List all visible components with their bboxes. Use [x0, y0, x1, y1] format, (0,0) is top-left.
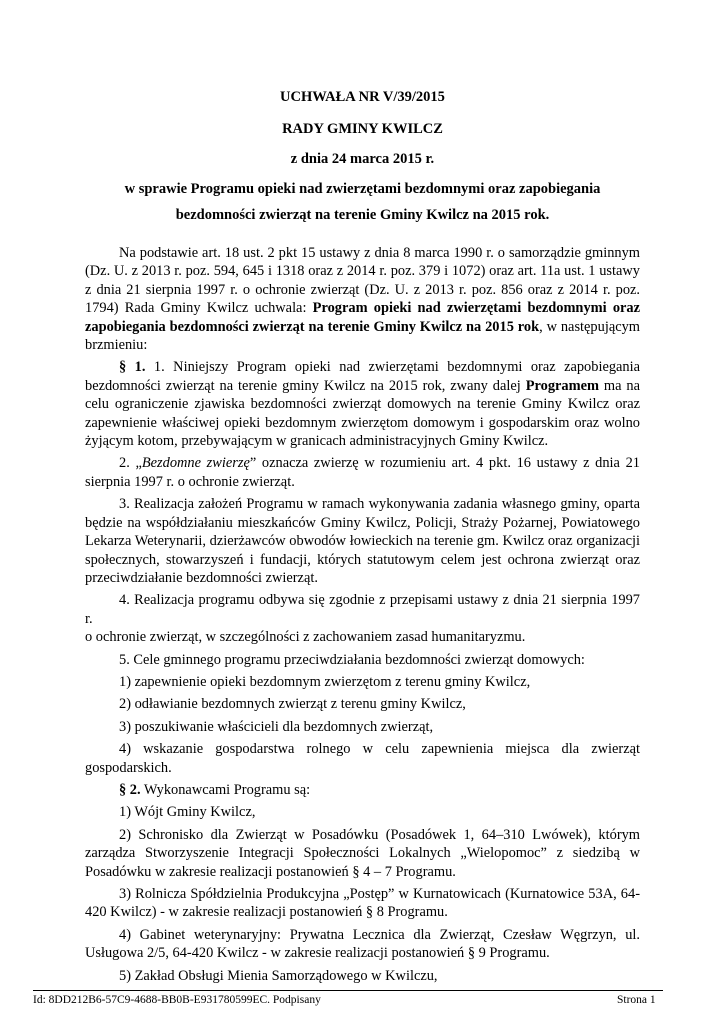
section-1-paragraph-3: 3. Realizacja założeń Programu w ramach wykonywania zadania własnego gminy, oparta będzie na współdziałaniu mieszkańców Gminy Kwilcz, Policji, Straży Pożarnej, Powiatowego Lekarza Weterynarii, dzierżawców obwodów łowieckich na terenie gm. Kwilcz oraz organizacji społecznych, stowarzyszeń i fundacji, których statutowym celem jest ochrona zwierząt oraz przeciwdziałanie bezdomności zwierząt. — [85, 496, 640, 586]
executor-item: 1) Wójt Gminy Kwilcz, — [119, 804, 256, 821]
section-1-paragraph-4-cont: o ochronie zwierząt, w szczególności z zachowaniem zasad humanitaryzmu. — [85, 629, 526, 646]
executor-item: 3) Rolnicza Spółdzielnia Produkcyjna „Postęp” w Kurnatowicach (Kurnatowice 53A, 64-420 Kwilcz) - w zakresie realizacji postanowień § 8 Programu. — [85, 886, 640, 921]
resolution-date: z dnia 24 marca 2015 r. — [290, 151, 435, 167]
resolution-title: UCHWAŁA NR V/39/2015 — [280, 89, 445, 105]
intro-tail-text: , w następującym brzmieniu: — [85, 318, 640, 354]
section-1-paragraph-5: 5. Cele gminnego programu przeciwdziałania bezdomności zwierząt domowych: — [119, 651, 585, 668]
s1-p2-text-b: ” oznacza zwierzę w rozumieniu art. 4 pkt. 16 ustawy z dnia 21 sierpnia 1997 r. o ochronie zwierząt. — [85, 455, 641, 490]
executor-item: 5) Zakład Obsługi Mienia Samorządowego w Kwilczu, — [119, 967, 438, 984]
s2-text: Wykonawcami Programu są: — [140, 781, 311, 798]
document-id: Id: 8DD212B6-57C9-4688-BB0B-E931780599EC. Podpisany — [33, 994, 321, 1006]
subject-line-1: w sprawie Programu opieki nad zwierzętami bezdomnymi oraz zapobiegania — [124, 181, 601, 197]
section-1-paragraph-4: 4. Realizacja programu odbywa się zgodnie z przepisami ustawy z dnia 21 sierpnia 1997 r. — [85, 592, 640, 627]
goal-item: 1) zapewnienie opieki bezdomnym zwierzętom z terenu gminy Kwilcz, — [119, 673, 531, 690]
footer-divider — [33, 990, 663, 991]
section-1-paragraph-2 — [85, 454, 640, 491]
s1-p1-text-b: ma na celu ograniczenie zjawiska bezdomności zwierząt domowych na terenie Gminy Kwilcz oraz zapewnienie właściwej opieki bezdomnym zwierzętom domowym i gospodarskim oraz wolno żyjącym kotom, przebywającym w granicach administracyjnych Gminy Kwilcz. — [85, 377, 641, 450]
executor-item: 2) Schronisko dla Zwierząt w Posadówku (Posadówek 1, 64–310 Lwówek), którym zarządza Stworzyszenie Integracji Społeczności Lokalnych „Wielopomoc” z siedzibą w Posadówku w zakresie realizacji postanowień § 4 – 7 Programu. — [85, 826, 640, 880]
goal-item: 3) poszukiwanie właścicieli dla bezdomnych zwierząt, — [119, 718, 434, 735]
intro-text: Na podstawie art. 18 ust. 2 pkt 15 ustawy z dnia 8 marca 1990 r. o samorządzie gminnym (Dz. U. z 2013 r. poz. 594, 645 i 1318 oraz z 2014 r. poz. 379 i 1072) oraz art. 11a ust. 1 ustawy z dnia 21 sierpnia 1997 r. o ochronie zwierząt (Dz. U. z 2013 r. poz. 856 oraz z 2014 r. poz. 1794) Rada Gminy Kwilcz uchwala: — [85, 245, 640, 317]
program-name-bold: Program opieki nad zwierzętami bezdomnymi oraz zapobiegania bezdomności zwierząt na terenie Gminy Kwilcz na 2015 rok — [85, 300, 640, 335]
section-1-label: § 1. — [119, 359, 146, 376]
goal-item: 4) wskazanie gospodarstwa rolnego w celu zapewnienia miejsca dla zwierząt gospodarskich. — [85, 741, 640, 776]
executor-item: 4) Gabinet weterynaryjny: Prywatna Lecznica dla Zwierząt, Czesław Węgrzyn, ul. Usługowa 2/5, 64-420 Kwilcz - w zakresie realizacji postanowień § 9 Programu. — [85, 926, 640, 962]
program-term-bold: Programem — [525, 377, 599, 394]
goal-item: 2) odławianie bezdomnych zwierząt z terenu gminy Kwilcz, — [119, 696, 466, 713]
section-2-label: § 2. — [119, 781, 141, 798]
page-number: Strona 1 — [617, 994, 656, 1006]
section-1-paragraph-1 — [85, 358, 640, 450]
subject-line-2: bezdomności zwierząt na terenie Gminy Kwilcz na 2015 rok. — [175, 207, 550, 223]
s1-p2-text-a: 2. „ — [119, 455, 142, 472]
document-body — [85, 244, 640, 985]
section-2-paragraph — [85, 781, 640, 799]
defined-term-italic: Bezdomne zwierzę — [141, 455, 250, 472]
issuer-title: RADY GMINY KWILCZ — [282, 121, 443, 137]
s1-p1-text-a: 1. Niniejszy Program opieki nad zwierzętami bezdomnymi oraz zapobiegania bezdomności zwierząt na terenie gminy Kwilcz na 2015 rok, zwany dalej — [85, 359, 640, 394]
intro-paragraph — [85, 244, 640, 354]
